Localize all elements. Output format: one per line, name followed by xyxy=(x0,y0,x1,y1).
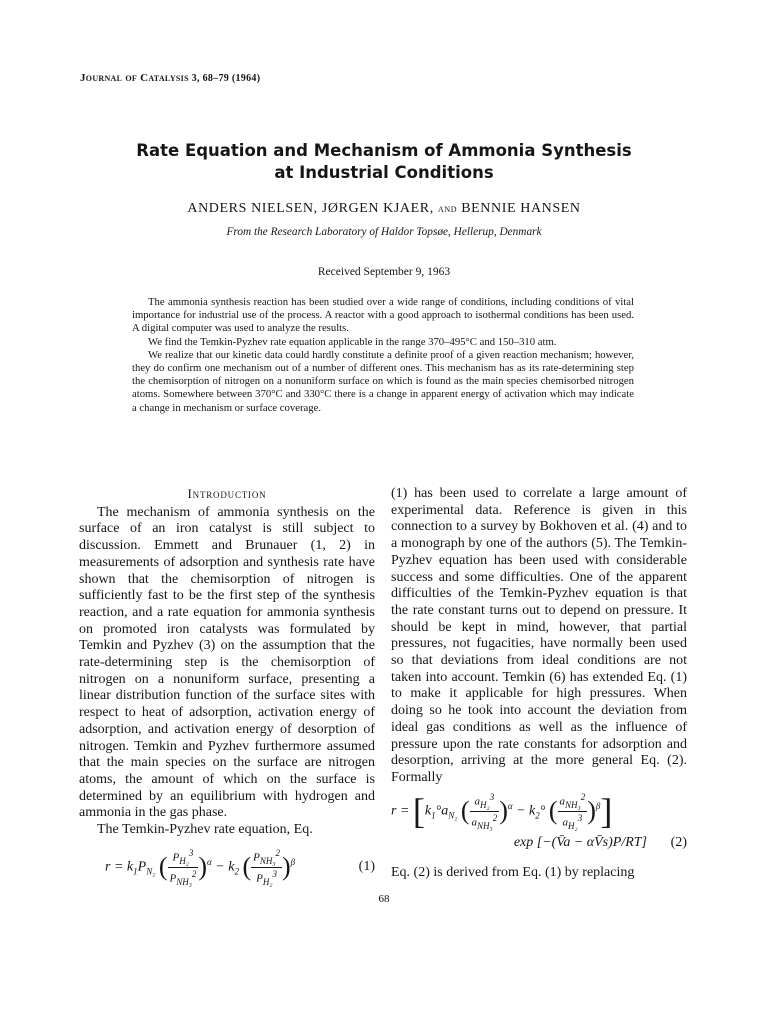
author-list xyxy=(0,201,768,217)
right-paragraph-1: (1) has been used to correlate a large amount of experimental data. Reference is given in this connection to a survey by Bokhoven et al. (4) and to a monograph by one of the authors (5). The Temkin-Pyzhev equation has been used with considerable success and some difficulties. One of the apparent difficulties of the Temkin-Pyzhev equation is that the rate constant turns out to depend on pressure. It should be kept in mind, however, that partial pressures, not fugacities, have normally been used so that deviations from ideal conditions are not taken into account. Temkin (6) has extended Eq. (1) to make it applicable for high pressures. When doing so he took into account the deviation from ideal gas conditions as well as the influence of pressure upon the rate constants for adsorption and desorption, arriving at the more general Eq. (2). Formally xyxy=(391,486,687,785)
received-date: Received September 9, 1963 xyxy=(317,266,451,278)
journal-volume: 3, xyxy=(191,73,200,84)
paper-title-line-2: at Industrial Conditions xyxy=(274,163,494,182)
equation-2: $r = [k_1^\circ a_{N_2}$ ( $\frac{a_{H_2}^3}{a_{NH_3}^2}$ )$^\alpha - k_2^\circ$ ( $\frac{a_{NH_3}^2}{a_{H_2}^3}$ )$^\beta$] xyxy=(391,790,613,831)
abstract-paragraph-1: The ammonia synthesis reaction has been studied over a wide range of conditions, including conditions of vital importance for industrial use of the process. A reactor with a good approach to isothermal conditions has been used. A digital computer was used to analyze the results. xyxy=(132,296,634,335)
page-number: 68 xyxy=(378,893,390,905)
journal-pages-year: 68–79 (1964) xyxy=(202,73,261,84)
equation-1: $r = k_1P_{N_2}$ ( $\frac{P_{H_2}^3}{P_{NH_3}^2}$ )$^\alpha - k_2$ ( $\frac{P_{NH_3}^2}{P_{H_2}^3}$ )$^\beta$ (1) xyxy=(105,847,375,887)
abstract xyxy=(132,296,634,415)
journal-citation xyxy=(80,72,260,84)
intro-paragraph-2: The Temkin-Pyzhev rate equation, Eq. xyxy=(97,822,313,838)
intro-paragraph-1: The mechanism of ammonia synthesis on the surface of an iron catalyst is still subject to discussion. Emmett and Brunauer (1, 2) in measurements of adsorption and synthesis rate have shown that the chemisorption of nitrogen is sufficiently fast to be the first step of the synthesis reaction, and a rate equation for ammonia synthesis on promoted iron catalysts was formulated by Temkin and Pyzhev (3) on the assumption that the rate-determining step is the chemisorption of nitrogen on a nonuniform surface, presenting a linear distribution function of the surface sites with respect to heat of adsorption, activation energy of adsorption, and activation energy of desorption of nitrogen. Temkin and Pyzhev furthermore assumed that the main species on the surface are nitrogen atoms, the amount of which on the surface is determined by an equilibrium with hydrogen and ammonia in the gas phase. xyxy=(79,504,375,821)
paper-title xyxy=(0,140,768,184)
affiliation: From the Research Laboratory of Haldor Topsøe, Hellerup, Denmark xyxy=(226,226,542,238)
left-column xyxy=(79,486,375,893)
paper-title-line-1: Rate Equation and Mechanism of Ammonia Synthesis xyxy=(136,141,632,160)
section-heading-introduction: Introduction xyxy=(187,486,267,501)
authors-part-1: ANDERS NIELSEN, JØRGEN KJAER, xyxy=(187,201,434,216)
authors-and: and xyxy=(437,201,458,215)
right-column xyxy=(391,486,687,881)
equation-1-number: (1) xyxy=(358,858,375,874)
equation-2-number: (2) xyxy=(670,834,687,850)
authors-part-2: BENNIE HANSEN xyxy=(461,201,581,216)
abstract-paragraph-2: We find the Temkin-Pyzhev rate equation applicable in the range 370–495°C and 150–310 atm. xyxy=(148,335,557,348)
right-paragraph-2: Eq. (2) is derived from Eq. (1) by replacing xyxy=(391,864,635,880)
equation-2-exponent xyxy=(391,835,687,855)
journal-name: Journal of Catalysis xyxy=(80,72,189,84)
equation-2-exp-term: exp [−(V̄a − αV̄s)P/RT] xyxy=(513,834,647,850)
abstract-paragraph-3: We realize that our kinetic data could hardly constitute a definite proof of a given reaction mechanism; however, they do confirm one mechanism out of a number of different ones. This mechanism has as its rate-determining step the chemisorption of nitrogen on a nonuniform surface on which is found as the main species chemisorbed nitrogen atoms. Somewhere between 370°C and 330°C there is a change in apparent energy of activation which may indicate a change in mechanism or surface coverage. xyxy=(132,348,634,414)
